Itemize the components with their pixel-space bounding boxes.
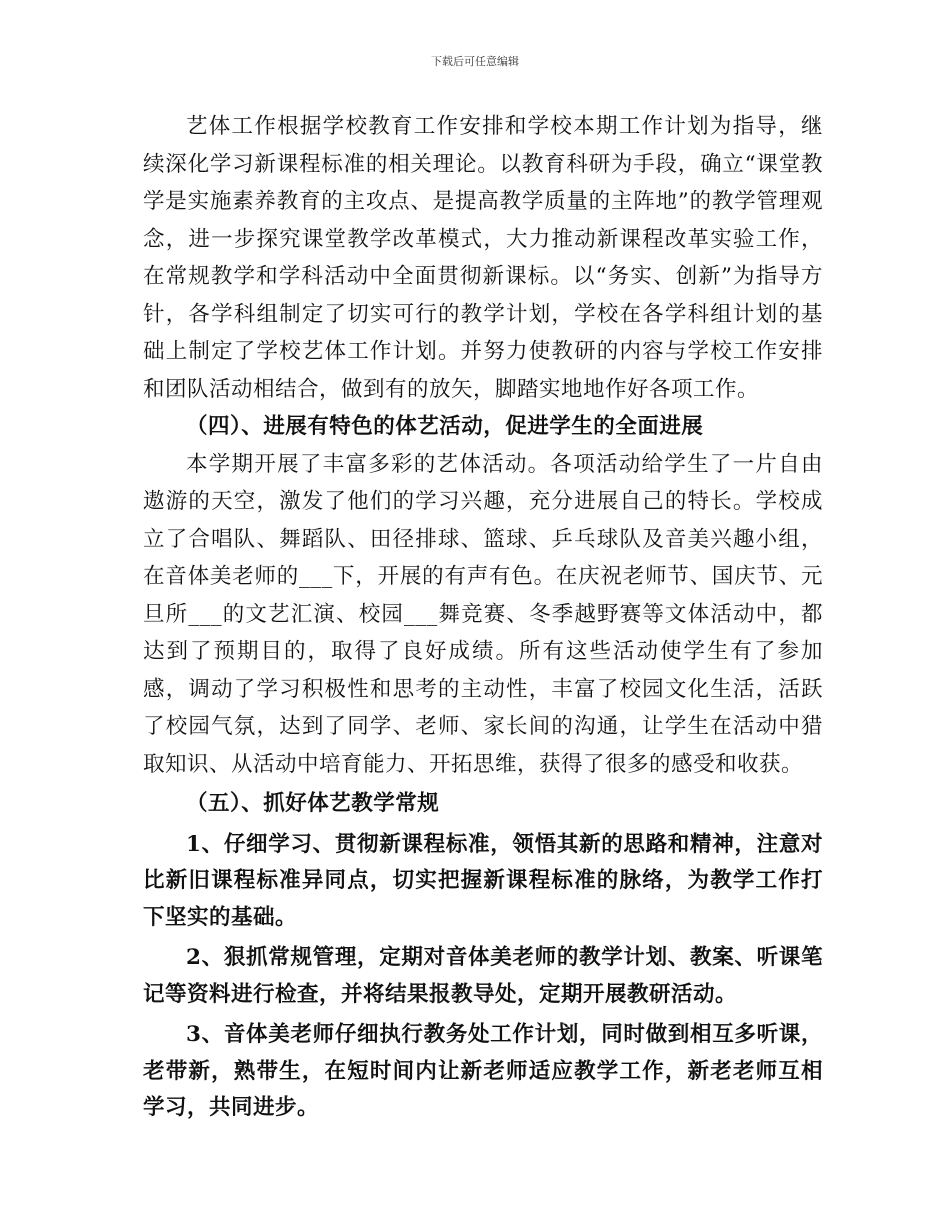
page-header: 下载后可任意编辑 [431,55,519,68]
paragraph-intro: 艺体工作根据学校教育工作安排和学校本期工作计划为指导，继续深化学习新课程标准的相关理论。以教育科研为手段，确立“课堂教学是实施素养教育的主攻点、是提高教学质量的主阵地”的教学管理观念，进一步探究课堂教学改革模式，大力推动新课程改革实验工作，在常规教学和学科活动中全面贯彻新课标。以“务实、创新”为指导方针，各学科组制定了切实可行的教学计划，学校在各学科组计划的基础上制定了学校艺体工作计划。并努力使教研的内容与学校工作安排和团队活动相结合，做到有的放矢，脚踏实地地作好各项工作。 [143,114,823,402]
list-item-3: 3、音体美老师仔细执行教务处工作计划，同时做到相互多听课，老带新，熟带生，在短时间内让新老师适应教学工作，新老老师互相学习，共同进步。 [143,1022,823,1120]
paragraph-activities: 本学期开展了丰富多彩的艺体活动。各项活动给学生了一片自由遨游的天空，激发了他们的学习兴趣，充分进展自己的特长。学校成立了合唱队、舞蹈队、田径排球、篮球、乒乓球队及音美兴趣小组，在音体美老师的___下，开展的有声有色。在庆祝老师节、国庆节、元旦所___的文艺汇演、校园___舞竞赛、冬季越野赛等文体活动中，都达到了预期目的，取得了良好成绩。所有这些活动使学生有了参加感，调动了学习积极性和思考的主动性，丰富了校园文化生活，活跃了校园气氛，达到了同学、老师、家长间的沟通，让学生在活动中猎取知识、从活动中培育能力、开拓思维，获得了很多的感受和收获。 [143,451,823,777]
list-item-2: 2、狠抓常规管理，定期对音体美老师的教学计划、教案、听课笔记等资料进行检查，并将结果报教导处，定期开展教研活动。 [143,945,823,1007]
list-item-1: 1、仔细学习、贯彻新课程标准，领悟其新的思路和精神，注意对比新旧课程标准异同点，切实把握新课程标准的脉络，为教学工作打下坚实的基础。 [143,831,823,930]
section-heading-5: （五）、抓好体艺教学常规 [186,791,440,816]
routine-list [143,827,823,1127]
section-heading-4: （四）、进展有特色的体艺活动，促进学生的全面进展 [186,414,704,439]
document-body [143,108,823,1131]
